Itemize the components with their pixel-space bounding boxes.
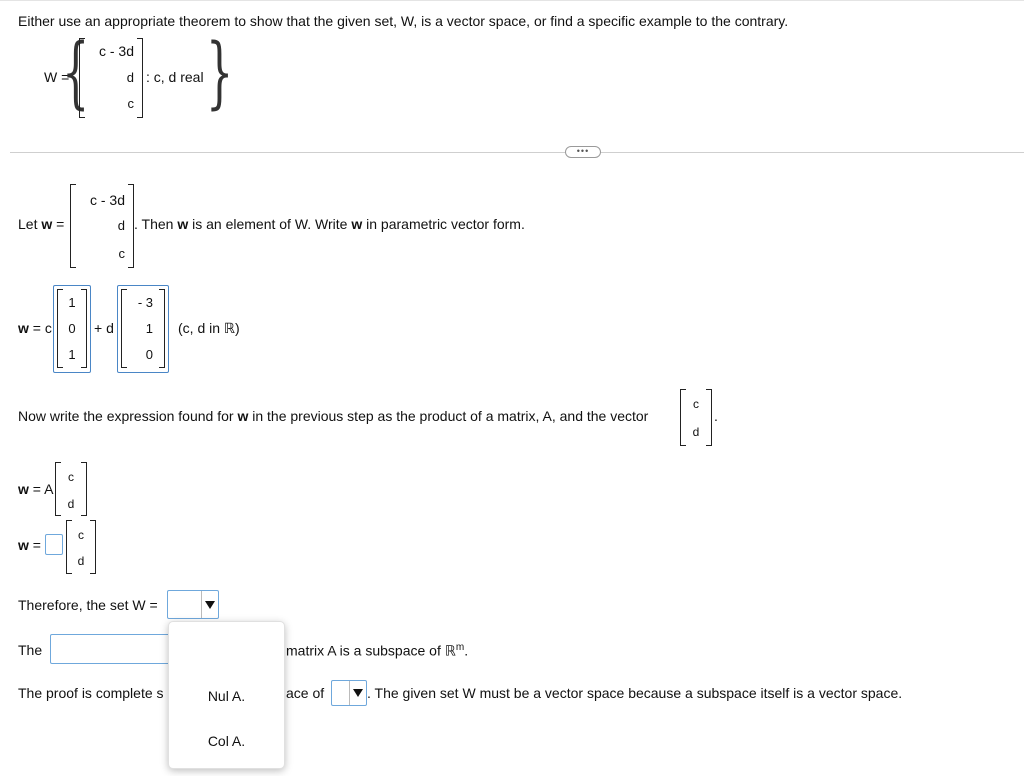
vector2-entry2: 1 <box>145 321 153 336</box>
right-curly-brace: } <box>206 28 234 118</box>
dropdown-arrow-icon <box>353 689 363 697</box>
step3-instruction: Now write the expression found for w in the previous step as the product of a matrix, A, and the vector <box>18 408 649 424</box>
vector1-entry1: 1 <box>68 295 76 310</box>
set-matrix <box>79 38 143 118</box>
menu-option-nul-a[interactable]: Nul A. <box>207 688 246 704</box>
vector2-answer-box[interactable] <box>117 285 169 373</box>
vector1-entry3: 1 <box>68 347 76 362</box>
let-w-matrix <box>70 184 134 268</box>
the-label: The <box>18 642 43 658</box>
top-border <box>0 0 1024 1</box>
let-w-label: Let w = <box>18 216 65 232</box>
step3-period: . <box>714 408 718 424</box>
cd-vector <box>680 389 712 446</box>
let-w-row3: c <box>118 246 125 261</box>
set-matrix-row1: c - 3d <box>98 43 134 59</box>
step1-instruction: . Then w is an element of W. Write w in parametric vector form. <box>134 216 525 232</box>
let-w-row1: c - 3d <box>89 192 125 208</box>
set-condition: : c, d real <box>146 69 204 85</box>
set-w-dropdown[interactable] <box>167 590 219 619</box>
subspace-statement: matrix A is a subspace of ℝ$^m$. <box>286 642 469 659</box>
vector2-entry1: - 3 <box>137 295 153 310</box>
proof-text-start: The proof is complete s <box>18 685 164 701</box>
menu-option-col-a[interactable]: Col A. <box>207 733 246 749</box>
cd-vector-d: d <box>692 425 700 439</box>
param-w-label: w = c <box>18 320 52 336</box>
vector1-answer-box[interactable] <box>53 285 91 373</box>
answer-cd-vector <box>66 520 96 574</box>
set-matrix-row3: c <box>127 96 134 111</box>
set-matrix-row2: d <box>126 70 134 85</box>
dropdown-arrow-icon <box>205 601 215 609</box>
answer-vector-d: d <box>77 554 85 568</box>
set-w-label: W = <box>44 69 70 85</box>
w-equals-label: w = <box>18 537 41 553</box>
vector1-matrix <box>57 289 87 368</box>
vector1-entry2: 0 <box>68 321 76 336</box>
product-vector-d: d <box>67 497 75 511</box>
space-of-dropdown[interactable] <box>331 680 367 706</box>
plus-d-label: + d <box>94 320 114 336</box>
product-cd-vector <box>55 462 87 516</box>
let-w-row2: d <box>117 218 125 233</box>
matrix-a-input[interactable] <box>45 534 63 555</box>
proof-text-end: . The given set W must be a vector space because a subspace itself is a vector space. <box>367 685 903 701</box>
therefore-text: Therefore, the set W = <box>18 597 158 613</box>
parameter-domain: (c, d in ℝ) <box>178 320 240 336</box>
product-vector-c: c <box>68 470 74 484</box>
dropdown-menu <box>168 621 285 769</box>
answer-vector-c: c <box>78 528 84 542</box>
vector2-matrix <box>121 289 165 368</box>
w-equals-a-label: w = A <box>18 481 54 497</box>
cd-vector-c: c <box>693 397 699 411</box>
question-prompt: Either use an appropriate theorem to show that the given set, W, is a vector space, or find a specific example to the contrary. <box>18 13 789 29</box>
vector2-entry3: 0 <box>145 347 153 362</box>
left-curly-brace: { <box>62 28 90 118</box>
expand-ellipsis-button[interactable]: ••• <box>565 146 601 158</box>
section-separator <box>10 152 1024 153</box>
proof-text-mid: ace of <box>286 685 325 701</box>
